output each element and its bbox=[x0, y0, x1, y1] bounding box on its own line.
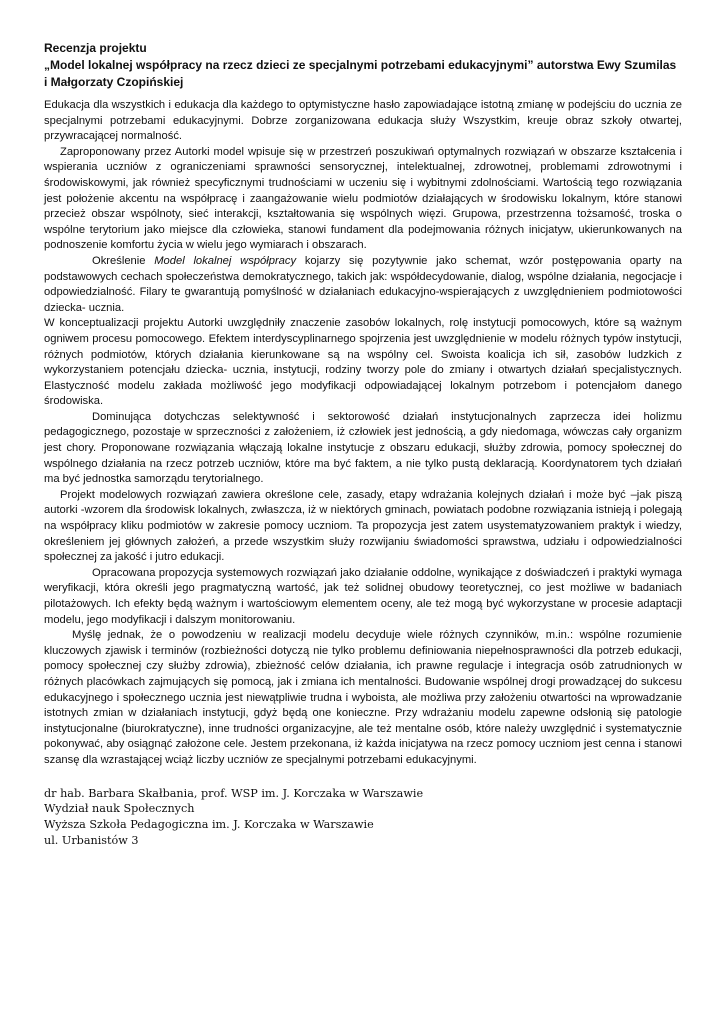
paragraph-6: Projekt modelowych rozwiązań zawiera określone cele, zasady, etapy wdrażania kolejnych działań i może być –jak piszą autorki -wzorem dla środowisk lokalnych, zwłaszcza, iż w niektórych gminach, powiatach podobne rozwiązania istnieją i polegają na współpracy kliku podmiotów w zakresie pomocy uczniom. Ta propozycja jest zatem usystematyzowaniem praktyk i wiedzy, określeniem jej głównych założeń, a przede wszystkim służy rozwijaniu świadomości sprawstwa, udziału i odpowiedzialności społecznej za jakość i jutro edukacji. bbox=[44, 488, 682, 564]
signature-block bbox=[44, 786, 682, 849]
paragraph-8: Myślę jednak, że o powodzeniu w realizacji modelu decyduje wiele różnych czynników, m.in.: wspólne rozumienie kluczowych zjawisk i terminów (rozbieżności dotyczą nie tylko problemu definiowania niepełnosprawności dla potrzeb edukacji, pomocy społecznej czy służby zdrowia), zbieżność celów działania, ich prawne regulacje i integracja osób zatrudnionych w różnych placówkach zajmujących się pomocą, jak i zmiana ich mentalności. Budowanie wspólnej drogi prowadzącej do sukcesu edukacyjnego i społecznego ucznia jest niewątpliwie trudna i wyboista, ale możliwa przy założeniu otwartości na wprowadzanie istotnych zmian w działaniach instytucji, gdyż będą one konieczne. Przy wdrażaniu modelu zapewne odsłonią się patologie instytucjonalne (biurokratyczne), inne trudności organizacyjne, ale też mentalne osób, które należy uwzględnić i systematycznie pokonywać, aby osiągnąć założone cele. Jestem przekonana, iż każda inicjatywa na rzecz pomocy uczniom jest cenna i stanowi szansę dla wzrastającej wciąż liczby uczniów ze specjalnymi potrzebami edukacyjnymi. bbox=[44, 629, 682, 766]
signature-address: ul. Urbanistów 3 bbox=[44, 833, 139, 847]
document-body bbox=[44, 98, 682, 769]
paragraph-7: Opracowana propozycja systemowych rozwiązań jako działanie oddolne, wynikające z doświadczeń i praktyki wymaga weryfikacji, która określi jego pragmatyczną wartość, jak też solidnej obudowy teoretycznej, co jest możliwe w badaniach pilotażowych. Ich efekty będą ważnym i wartościowym elementem oceny, ale też mogą być wykorzystane w procesie adaptacji modelu, jego modyfikacji i dalszym monitorowaniu. bbox=[44, 566, 682, 626]
paragraph-1: Edukacja dla wszystkich i edukacja dla każdego to optymistyczne hasło zapowiadające istotną zmianę w podejściu do ucznia ze specjalnymi potrzebami edukacyjnymi. Dobrze zorganizowana edukacja służy Wszystkim, kreuje obraz szkoły otwartej, przywracającej normalność. bbox=[44, 99, 682, 143]
paragraph-5: Dominująca dotychczas selektywność i sektorowość działań instytucjonalnych zaprzecza idei holizmu pedagogicznego, pozostaje w sprzeczności z założeniem, iż człowiek jest jednością, a gdy niedomaga, wówczas cały organizm jest chory. Proponowane rozwiązania włączają lokalne instytucje z obszaru edukacji, służby zdrowia, pomocy społecznej do wspólnego działania na rzecz potrzeb uczniów, które ma być faktem, a nie tylko pustą deklaracją. Koordynatorem tych działań ma być jednostka samorządu terytorialnego. bbox=[44, 410, 682, 486]
paragraph-2: Zaproponowany przez Autorki model wpisuje się w przestrzeń poszukiwań optymalnych rozwiązań w obszarze kształcenia i wspierania uczniów z ograniczeniami sprawności sensorycznej, intelektualnej, zdrowotnej, problemami zdrowotnymi i środowiskowymi, jak również specyficznymi trudnościami w uczeniu się i wybitnymi zdolnościami. Wartością tego rozwiązania jest położenie akcentu na współpracę i zaangażowanie wielu podmiotów działających w środowisku lokalnym, które stanowi przecież obszar wspólnoty, sieć interakcji, kształtowania się wspólnych więzi. Grupowa, przestrzenna tożsamość, troska o wspólne terytorium jako miejsce dla człowieka, stanowi fundament dla podejmowania różnych inicjatyw, ukierunkowanych na podnoszenie komfortu życia w wielu jego wymiarach i obszarach. bbox=[44, 145, 682, 252]
signature-school: Wyższa Szkoła Pedagogiczna im. J. Korczaka w Warszawie bbox=[44, 818, 374, 832]
paragraph-3-before: Określenie bbox=[92, 254, 155, 267]
title-line-1: Recenzja projektu bbox=[44, 41, 147, 55]
paragraph-3-italic-term: Model lokalnej współpracy bbox=[154, 254, 297, 267]
title-line-2: „Model lokalnej współpracy na rzecz dzieci ze specjalnymi potrzebami edukacyjnymi” autorstwa Ewy Szumilas i Małgorzaty Czopińskiej bbox=[44, 58, 677, 89]
document-page bbox=[44, 40, 682, 849]
paragraph-3 bbox=[44, 254, 682, 316]
signature-author: dr hab. Barbara Skałbania, prof. WSP im. J. Korczaka w Warszawie bbox=[44, 786, 424, 800]
signature-faculty: Wydział nauk Społecznych bbox=[44, 802, 195, 816]
paragraph-4: W konceptualizacji projektu Autorki uwzględniły znaczenie zasobów lokalnych, rolę instytucji pomocowych, które są ważnym ogniwem procesu pomocowego. Efektem interdyscyplinarnego spojrzenia jest uwzględnienie w modelu różnych typów instytucji, różnych podmiotów, których działania kierunkowane są na wspólny cel. Swoista koalicja ich sił, zasobów ludzkich z wykorzystaniem potencjału dziecka- ucznia, instytucji, rodziny tworzy pole do zmiany i otwartych działań specjalistycznych. Elastyczność modelu zakłada możliwość jego modyfikacji odpowiadającej lokalnym potrzebom i potencjałom danego środowiska. bbox=[44, 317, 682, 408]
paragraph-3-after: kojarzy się pozytywnie jako schemat, wzór postępowania oparty na podstawowych cechach społeczeństwa demokratycznego, takich jak: współdecydowanie, dialog, wspólne działania, negocjacje i odpowiedzialność. Filary te gwarantują pomyślność w działaniach edukacyjno-wspierających z uwzględnieniem podmiotowości dziecka- ucznia. bbox=[44, 254, 682, 314]
document-title bbox=[44, 40, 682, 91]
